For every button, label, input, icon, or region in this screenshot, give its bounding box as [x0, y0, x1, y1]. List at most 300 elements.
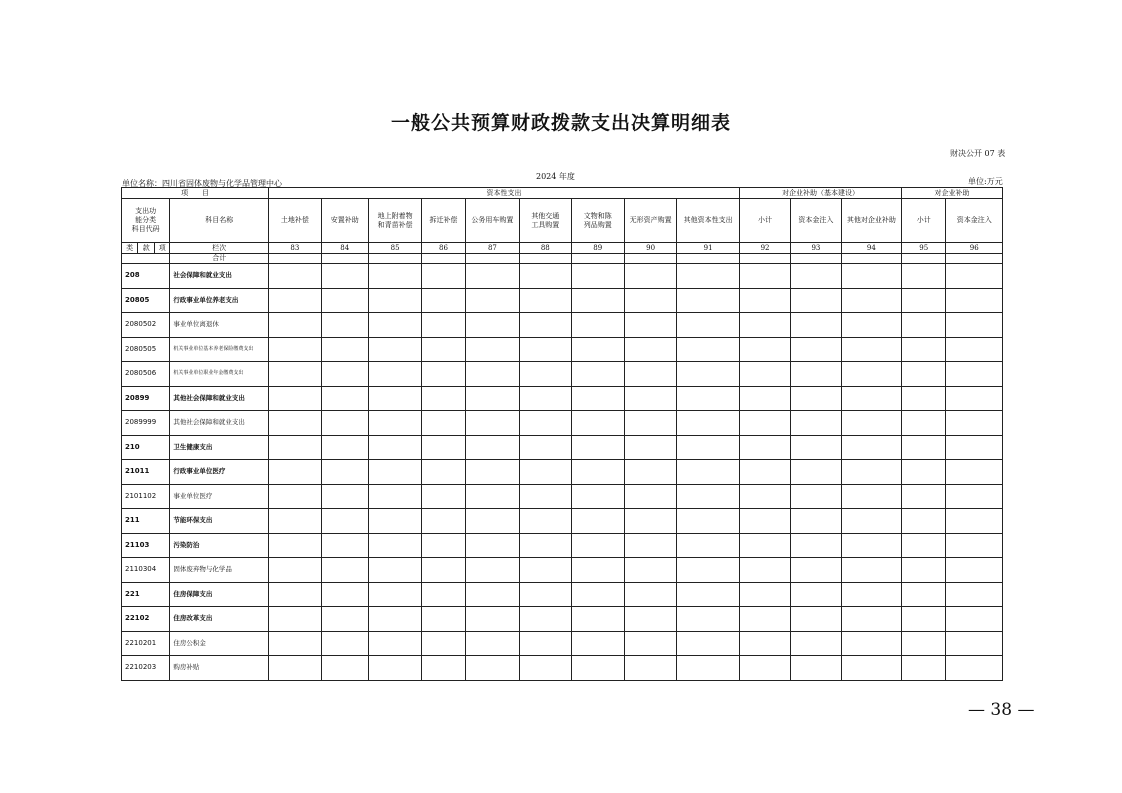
- amount-cell: [624, 607, 676, 632]
- amount-cell: [422, 484, 465, 509]
- xiang-header: 项: [155, 243, 170, 254]
- amount-cell: [368, 411, 421, 436]
- amount-cell: [422, 607, 465, 632]
- amount-cell: [269, 558, 321, 583]
- amount-cell: [946, 362, 1003, 387]
- table-row: [122, 460, 1003, 485]
- amount-cell: [520, 484, 571, 509]
- amount-cell: [571, 509, 624, 534]
- amount-cell: [624, 558, 676, 583]
- amount-cell: [422, 337, 465, 362]
- amount-cell: [902, 460, 946, 485]
- amount-cell: [841, 362, 901, 387]
- amount-cell: [791, 509, 841, 534]
- amount-cell: [841, 533, 901, 558]
- amount-cell: [269, 460, 321, 485]
- column-header: 公务用车购置: [465, 199, 519, 243]
- capital-expenditure-header: 资本性支出: [269, 188, 740, 199]
- amount-cell: [368, 362, 421, 387]
- amount-cell: [321, 509, 368, 534]
- amount-cell: [946, 533, 1003, 558]
- amount-cell: [791, 533, 841, 558]
- amount-cell: [946, 656, 1003, 681]
- amount-cell: [465, 607, 519, 632]
- subject-code: 210: [122, 435, 170, 460]
- amount-cell: [321, 607, 368, 632]
- subject-code: 2210201: [122, 631, 170, 656]
- function-code-header: 支出功 能分类 科目代码: [122, 199, 170, 243]
- amount-cell: [624, 656, 676, 681]
- amount-cell: [321, 411, 368, 436]
- amount-cell: [624, 264, 676, 289]
- amount-cell: [269, 288, 321, 313]
- column-number: 88: [520, 243, 571, 254]
- total-cell: [841, 254, 901, 264]
- amount-cell: [677, 435, 739, 460]
- amount-cell: [902, 288, 946, 313]
- subject-code: 2089999: [122, 411, 170, 436]
- amount-cell: [791, 607, 841, 632]
- table-row: [122, 288, 1003, 313]
- subject-name: 行政事业单位养老支出: [170, 288, 269, 313]
- subject-code: 21103: [122, 533, 170, 558]
- total-cell: [465, 254, 519, 264]
- amount-cell: [841, 484, 901, 509]
- amount-cell: [841, 582, 901, 607]
- amount-cell: [520, 460, 571, 485]
- amount-cell: [520, 582, 571, 607]
- total-cell: [269, 254, 321, 264]
- total-cell: [677, 254, 739, 264]
- amount-cell: [269, 484, 321, 509]
- amount-cell: [571, 435, 624, 460]
- amount-cell: [946, 484, 1003, 509]
- amount-cell: [739, 411, 790, 436]
- amount-cell: [422, 435, 465, 460]
- amount-cell: [739, 313, 790, 338]
- amount-cell: [321, 386, 368, 411]
- amount-cell: [946, 509, 1003, 534]
- subject-name-header: 科目名称: [170, 199, 269, 243]
- amount-cell: [465, 582, 519, 607]
- column-number: 91: [677, 243, 739, 254]
- amount-cell: [520, 362, 571, 387]
- amount-cell: [791, 484, 841, 509]
- total-code-cell: [122, 254, 170, 264]
- amount-cell: [571, 337, 624, 362]
- fiscal-year: 2024 年度: [536, 172, 575, 181]
- amount-cell: [902, 533, 946, 558]
- amount-cell: [368, 607, 421, 632]
- amount-cell: [902, 337, 946, 362]
- amount-cell: [321, 313, 368, 338]
- amount-cell: [321, 582, 368, 607]
- amount-cell: [368, 288, 421, 313]
- column-header: 其他交通 工具购置: [520, 199, 571, 243]
- amount-cell: [520, 656, 571, 681]
- amount-cell: [321, 533, 368, 558]
- amount-cell: [677, 631, 739, 656]
- amount-cell: [946, 460, 1003, 485]
- column-number: 90: [624, 243, 676, 254]
- page-title: 一般公共预算财政拨款支出决算明细表: [390, 112, 731, 134]
- column-number: 96: [946, 243, 1003, 254]
- amount-cell: [739, 582, 790, 607]
- amount-cell: [841, 313, 901, 338]
- amount-cell: [677, 533, 739, 558]
- amount-cell: [520, 288, 571, 313]
- enterprise-subsidy-header: 对企业补助: [902, 188, 1003, 199]
- column-header: 其他对企业补助: [841, 199, 901, 243]
- amount-cell: [841, 631, 901, 656]
- amount-cell: [902, 313, 946, 338]
- column-header: 无形资产购置: [624, 199, 676, 243]
- amount-cell: [571, 411, 624, 436]
- subject-name: 行政事业单位医疗: [170, 460, 269, 485]
- amount-cell: [946, 386, 1003, 411]
- amount-cell: [465, 435, 519, 460]
- amount-cell: [571, 631, 624, 656]
- amount-cell: [571, 484, 624, 509]
- amount-cell: [368, 484, 421, 509]
- column-number: 95: [902, 243, 946, 254]
- column-number: 92: [739, 243, 790, 254]
- amount-cell: [791, 435, 841, 460]
- column-header: 资本金注入: [791, 199, 841, 243]
- subject-name: 住房保障支出: [170, 582, 269, 607]
- amount-cell: [465, 558, 519, 583]
- amount-cell: [902, 484, 946, 509]
- amount-cell: [422, 509, 465, 534]
- subject-name: 机关事业单位职业年金缴费支出: [170, 362, 269, 387]
- subject-code: 2080502: [122, 313, 170, 338]
- amount-cell: [269, 362, 321, 387]
- amount-cell: [520, 631, 571, 656]
- amount-cell: [422, 460, 465, 485]
- amount-cell: [739, 288, 790, 313]
- column-header: 拆迁补偿: [422, 199, 465, 243]
- amount-cell: [269, 411, 321, 436]
- subject-code: 2101102: [122, 484, 170, 509]
- amount-cell: [739, 337, 790, 362]
- amount-cell: [520, 509, 571, 534]
- amount-cell: [520, 533, 571, 558]
- subject-code: 20899: [122, 386, 170, 411]
- amount-cell: [465, 533, 519, 558]
- subject-name: 住房改革支出: [170, 607, 269, 632]
- subject-name: 卫生健康支出: [170, 435, 269, 460]
- amount-cell: [624, 484, 676, 509]
- amount-cell: [422, 362, 465, 387]
- amount-cell: [739, 533, 790, 558]
- amount-cell: [791, 288, 841, 313]
- amount-cell: [321, 460, 368, 485]
- total-cell: [791, 254, 841, 264]
- amount-cell: [841, 607, 901, 632]
- amount-cell: [946, 631, 1003, 656]
- amount-cell: [624, 533, 676, 558]
- total-cell: [571, 254, 624, 264]
- column-header: 文物和陈 列品购置: [571, 199, 624, 243]
- amount-cell: [739, 435, 790, 460]
- amount-cell: [465, 362, 519, 387]
- table-row: [122, 558, 1003, 583]
- column-header: 土地补偿: [269, 199, 321, 243]
- amount-cell: [946, 288, 1003, 313]
- amount-cell: [739, 460, 790, 485]
- amount-cell: [368, 631, 421, 656]
- subject-name: 购房补贴: [170, 656, 269, 681]
- amount-cell: [677, 386, 739, 411]
- amount-cell: [422, 631, 465, 656]
- table-row: [122, 435, 1003, 460]
- amount-cell: [520, 313, 571, 338]
- amount-cell: [571, 264, 624, 289]
- amount-cell: [841, 435, 901, 460]
- amount-cell: [677, 607, 739, 632]
- expenditure-table: [121, 187, 1003, 681]
- amount-cell: [902, 656, 946, 681]
- unit-name: 单位名称：四川省固体废物与化学品管理中心: [122, 179, 282, 188]
- currency-unit: 单位:万元: [968, 177, 1003, 186]
- amount-cell: [791, 460, 841, 485]
- amount-cell: [739, 558, 790, 583]
- amount-cell: [368, 435, 421, 460]
- amount-cell: [520, 435, 571, 460]
- amount-cell: [624, 460, 676, 485]
- column-number: 89: [571, 243, 624, 254]
- amount-cell: [368, 313, 421, 338]
- column-header: 地上附着物 和青苗补偿: [368, 199, 421, 243]
- subject-name: 污染防治: [170, 533, 269, 558]
- total-cell: [739, 254, 790, 264]
- amount-cell: [624, 337, 676, 362]
- amount-cell: [520, 558, 571, 583]
- total-cell: [368, 254, 421, 264]
- amount-cell: [841, 337, 901, 362]
- amount-cell: [571, 460, 624, 485]
- subject-code: 2110304: [122, 558, 170, 583]
- amount-cell: [791, 558, 841, 583]
- subject-name: 事业单位医疗: [170, 484, 269, 509]
- table-row: [122, 313, 1003, 338]
- amount-cell: [677, 264, 739, 289]
- amount-cell: [902, 435, 946, 460]
- amount-cell: [269, 582, 321, 607]
- table-row: [122, 509, 1003, 534]
- amount-cell: [571, 313, 624, 338]
- amount-cell: [571, 558, 624, 583]
- amount-cell: [321, 656, 368, 681]
- subject-name: 事业单位离退休: [170, 313, 269, 338]
- amount-cell: [739, 362, 790, 387]
- column-header: 其他资本性支出: [677, 199, 739, 243]
- subject-code: 221: [122, 582, 170, 607]
- column-header: 资本金注入: [946, 199, 1003, 243]
- amount-cell: [571, 582, 624, 607]
- amount-cell: [739, 631, 790, 656]
- total-cell: [946, 254, 1003, 264]
- table-row: [122, 631, 1003, 656]
- amount-cell: [791, 313, 841, 338]
- amount-cell: [677, 362, 739, 387]
- subject-code: 208: [122, 264, 170, 289]
- amount-cell: [677, 582, 739, 607]
- amount-cell: [465, 656, 519, 681]
- amount-cell: [791, 411, 841, 436]
- table-row: [122, 607, 1003, 632]
- amount-cell: [791, 631, 841, 656]
- amount-cell: [269, 313, 321, 338]
- amount-cell: [791, 362, 841, 387]
- amount-cell: [739, 264, 790, 289]
- amount-cell: [269, 509, 321, 534]
- amount-cell: [368, 656, 421, 681]
- amount-cell: [902, 411, 946, 436]
- amount-cell: [739, 607, 790, 632]
- amount-cell: [902, 582, 946, 607]
- amount-cell: [321, 631, 368, 656]
- amount-cell: [465, 411, 519, 436]
- amount-cell: [841, 509, 901, 534]
- column-header: 安置补助: [321, 199, 368, 243]
- total-cell: [321, 254, 368, 264]
- subject-code: 20805: [122, 288, 170, 313]
- amount-cell: [902, 558, 946, 583]
- subject-name: 其他社会保障和就业支出: [170, 411, 269, 436]
- page-number: — 38 —: [968, 700, 1035, 720]
- amount-cell: [677, 313, 739, 338]
- amount-cell: [422, 288, 465, 313]
- amount-cell: [841, 288, 901, 313]
- amount-cell: [677, 558, 739, 583]
- total-label: 合计: [170, 254, 269, 264]
- amount-cell: [321, 558, 368, 583]
- amount-cell: [791, 264, 841, 289]
- subject-code: 2080505: [122, 337, 170, 362]
- amount-cell: [465, 288, 519, 313]
- amount-cell: [624, 509, 676, 534]
- table-row: [122, 362, 1003, 387]
- table-row: [122, 386, 1003, 411]
- amount-cell: [465, 264, 519, 289]
- subject-name: 其他社会保障和就业支出: [170, 386, 269, 411]
- amount-cell: [677, 460, 739, 485]
- amount-cell: [368, 509, 421, 534]
- table-row: [122, 411, 1003, 436]
- column-number: 84: [321, 243, 368, 254]
- amount-cell: [791, 656, 841, 681]
- amount-cell: [422, 386, 465, 411]
- table-row: [122, 484, 1003, 509]
- amount-cell: [269, 656, 321, 681]
- column-number: 93: [791, 243, 841, 254]
- amount-cell: [465, 631, 519, 656]
- total-cell: [902, 254, 946, 264]
- amount-cell: [677, 656, 739, 681]
- amount-cell: [791, 582, 841, 607]
- amount-cell: [571, 288, 624, 313]
- subject-name: 固体废弃物与化学品: [170, 558, 269, 583]
- lanci-label: 栏次: [170, 243, 269, 254]
- table-row: [122, 656, 1003, 681]
- amount-cell: [677, 411, 739, 436]
- amount-cell: [269, 264, 321, 289]
- amount-cell: [739, 509, 790, 534]
- amount-cell: [624, 435, 676, 460]
- amount-cell: [841, 264, 901, 289]
- amount-cell: [269, 435, 321, 460]
- subject-code: 211: [122, 509, 170, 534]
- amount-cell: [465, 509, 519, 534]
- amount-cell: [465, 386, 519, 411]
- amount-cell: [422, 313, 465, 338]
- amount-cell: [422, 582, 465, 607]
- amount-cell: [269, 533, 321, 558]
- amount-cell: [946, 435, 1003, 460]
- subject-name: 社会保障和就业支出: [170, 264, 269, 289]
- amount-cell: [571, 386, 624, 411]
- amount-cell: [269, 386, 321, 411]
- amount-cell: [624, 362, 676, 387]
- amount-cell: [520, 607, 571, 632]
- amount-cell: [368, 533, 421, 558]
- table-row: [122, 533, 1003, 558]
- amount-cell: [368, 558, 421, 583]
- amount-cell: [624, 631, 676, 656]
- amount-cell: [677, 337, 739, 362]
- item-header: 项 目: [122, 188, 269, 199]
- lei-header: 类: [122, 243, 138, 254]
- column-number: 94: [841, 243, 901, 254]
- amount-cell: [946, 558, 1003, 583]
- amount-cell: [368, 386, 421, 411]
- kuan-header: 款: [138, 243, 155, 254]
- amount-cell: [791, 386, 841, 411]
- amount-cell: [422, 656, 465, 681]
- amount-cell: [624, 288, 676, 313]
- amount-cell: [946, 313, 1003, 338]
- total-cell: [624, 254, 676, 264]
- total-cell: [422, 254, 465, 264]
- amount-cell: [841, 656, 901, 681]
- subject-name: 节能环保支出: [170, 509, 269, 534]
- amount-cell: [624, 411, 676, 436]
- amount-cell: [520, 411, 571, 436]
- column-number: 87: [465, 243, 519, 254]
- amount-cell: [571, 607, 624, 632]
- amount-cell: [902, 509, 946, 534]
- amount-cell: [269, 631, 321, 656]
- subject-name: 机关事业单位基本养老保险缴费支出: [170, 337, 269, 362]
- amount-cell: [422, 264, 465, 289]
- amount-cell: [465, 337, 519, 362]
- amount-cell: [321, 288, 368, 313]
- column-header: 小计: [739, 199, 790, 243]
- amount-cell: [321, 264, 368, 289]
- amount-cell: [269, 337, 321, 362]
- amount-cell: [520, 337, 571, 362]
- total-cell: [520, 254, 571, 264]
- column-number: 83: [269, 243, 321, 254]
- amount-cell: [902, 362, 946, 387]
- table-row: [122, 337, 1003, 362]
- amount-cell: [571, 362, 624, 387]
- amount-cell: [422, 533, 465, 558]
- subject-code: 22102: [122, 607, 170, 632]
- enterprise-capital-header: 对企业补助（基本建设）: [739, 188, 901, 199]
- amount-cell: [321, 337, 368, 362]
